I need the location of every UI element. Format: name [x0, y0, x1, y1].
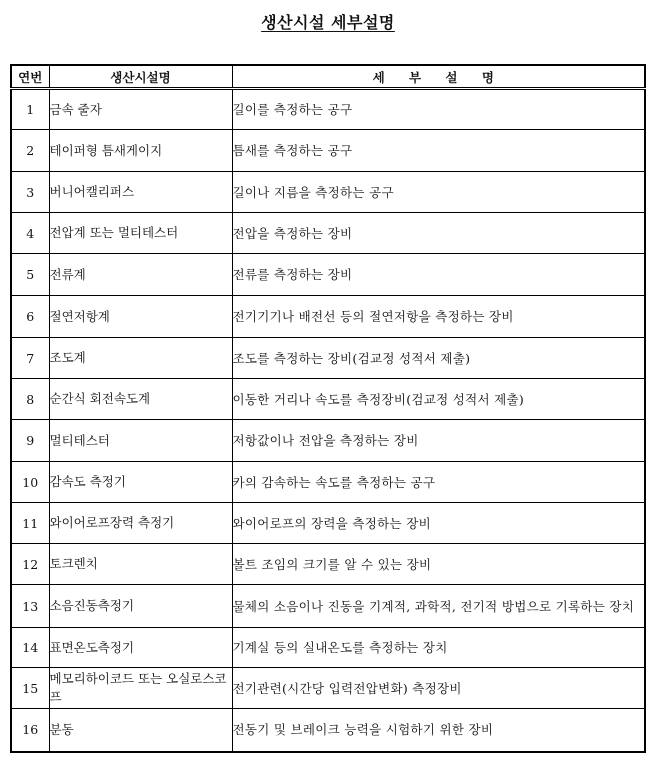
table-row: [11, 213, 645, 254]
facility-description: 틈새를 측정하는 공구: [232, 130, 645, 172]
facility-description: 기계실 등의 실내온도를 측정하는 장치: [232, 628, 645, 668]
row-number: 16: [11, 709, 49, 752]
facility-name: 조도계: [49, 338, 232, 379]
facility-description: 이동한 거리나 속도를 측정장비(검교정 성적서 제출): [232, 379, 645, 420]
row-number: 10: [11, 462, 49, 503]
row-number: 8: [11, 379, 49, 420]
facility-name: 절연저항계: [49, 296, 232, 338]
facility-description: 전기관련(시간당 입력전압변화) 측정장비: [232, 668, 645, 709]
table-row: [11, 420, 645, 462]
table-row: [11, 379, 645, 420]
facility-name: 전압계 또는 멀티테스터: [49, 213, 232, 254]
facility-description: 길이를 측정하는 공구: [232, 89, 645, 130]
row-number: 3: [11, 172, 49, 213]
facility-name: 금속 줄자: [49, 89, 232, 130]
table-header-row: [11, 65, 645, 89]
row-number: 9: [11, 420, 49, 462]
table-row: [11, 709, 645, 752]
facility-description: 전류를 측정하는 장비: [232, 254, 645, 296]
table-row: [11, 130, 645, 172]
facility-name: 분동: [49, 709, 232, 752]
facility-table: [10, 64, 646, 753]
row-number: 15: [11, 668, 49, 709]
table-row: [11, 172, 645, 213]
facility-name: 와이어로프장력 측정기: [49, 503, 232, 544]
facility-description: 와이어로프의 장력을 측정하는 장비: [232, 503, 645, 544]
table-row: [11, 585, 645, 628]
table-row: [11, 668, 645, 709]
row-number: 1: [11, 89, 49, 130]
table-row: [11, 544, 645, 585]
row-number: 5: [11, 254, 49, 296]
table-row: [11, 338, 645, 379]
facility-description: 물체의 소음이나 진동을 기계적, 과학적, 전기적 방법으로 기록하는 장치: [232, 585, 645, 628]
row-number: 2: [11, 130, 49, 172]
table-row: [11, 296, 645, 338]
row-number: 6: [11, 296, 49, 338]
facility-name: 순간식 회전속도계: [49, 379, 232, 420]
facility-description: 전기기기나 배전선 등의 절연저항을 측정하는 장비: [232, 296, 645, 338]
facility-name: 테이퍼형 틈새게이지: [49, 130, 232, 172]
facility-name: 메모리하이코드 또는 오실로스코프: [49, 668, 232, 709]
facility-description: 카의 감속하는 속도를 측정하는 공구: [232, 462, 645, 503]
row-number: 13: [11, 585, 49, 628]
facility-description: 저항값이나 전압을 측정하는 장비: [232, 420, 645, 462]
table-row: [11, 628, 645, 668]
facility-description: 길이나 지름을 측정하는 공구: [232, 172, 645, 213]
facility-name: 버니어캘리퍼스: [49, 172, 232, 213]
header-description: 세 부 설 명: [232, 65, 645, 89]
row-number: 14: [11, 628, 49, 668]
table-row: [11, 89, 645, 130]
table-row: [11, 254, 645, 296]
facility-description: 조도를 측정하는 장비(검교정 성적서 제출): [232, 338, 645, 379]
row-number: 7: [11, 338, 49, 379]
header-name: 생산시설명: [49, 65, 232, 89]
facility-description: 전압을 측정하는 장비: [232, 213, 645, 254]
facility-name: 소음진동측정기: [49, 585, 232, 628]
row-number: 11: [11, 503, 49, 544]
facility-name: 토크렌치: [49, 544, 232, 585]
header-no: 연번: [11, 65, 49, 89]
facility-name: 멀티테스터: [49, 420, 232, 462]
facility-name: 표면온도측정기: [49, 628, 232, 668]
row-number: 4: [11, 213, 49, 254]
table-row: [11, 462, 645, 503]
document-title: 생산시설 세부설명: [261, 13, 395, 32]
facility-name: 전류계: [49, 254, 232, 296]
facility-description: 전동기 및 브레이크 능력을 시험하기 위한 장비: [232, 709, 645, 752]
row-number: 12: [11, 544, 49, 585]
facility-description: 볼트 조임의 크기를 알 수 있는 장비: [232, 544, 645, 585]
facility-name: 감속도 측정기: [49, 462, 232, 503]
table-row: [11, 503, 645, 544]
